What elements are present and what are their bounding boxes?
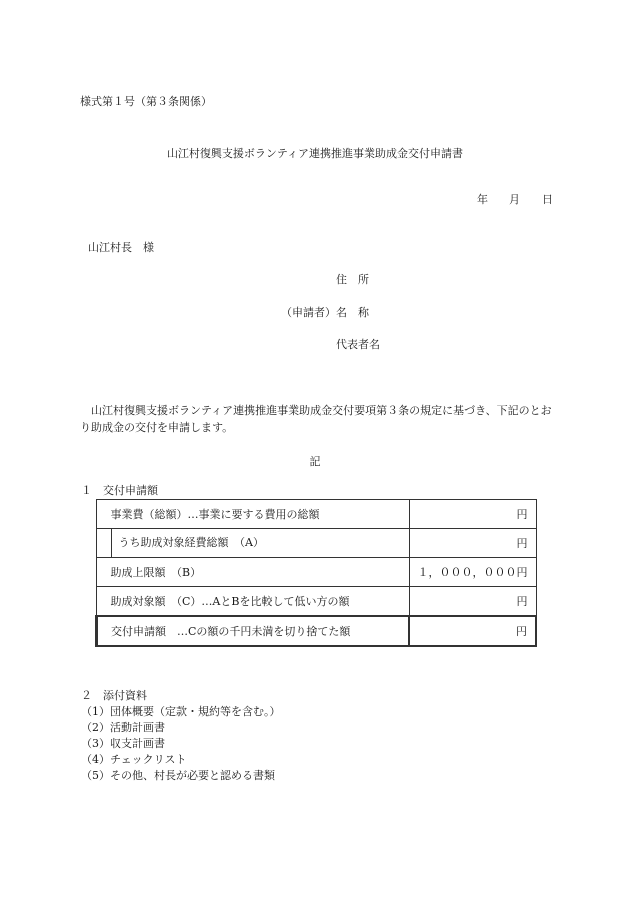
table-row (96, 587, 536, 617)
row-label: 交付申請額 …Cの額の千円未満を切り捨てた額 (96, 616, 409, 646)
section1-heading: １ 交付申請額 (81, 484, 158, 497)
row-label: 助成上限額 （B） (96, 558, 409, 587)
row-value: 円 (409, 500, 536, 529)
table-row (96, 558, 536, 587)
table-row (96, 500, 536, 529)
attachment-item: （3）収支計画書 (81, 737, 165, 750)
row-label: 事業費（総額）…事業に要する費用の総額 (96, 500, 409, 529)
applicant-label: （申請者） (281, 306, 336, 319)
section2-heading: ２ 添付資料 (81, 689, 147, 702)
row-label: うち助成対象経費総額 （A） (111, 529, 409, 557)
row-value: １，０００，０００円 (409, 558, 536, 587)
row-value: 円 (409, 529, 536, 558)
representative-label: 代表者名 (336, 338, 380, 351)
document-title: 山江村復興支援ボランティア連携推進事業助成金交付申請書 (166, 147, 464, 160)
address-label: 住 所 (336, 273, 369, 286)
amounts-table (95, 499, 537, 647)
row-value: 円 (409, 587, 536, 617)
table-row (96, 616, 536, 646)
addressee: 山江村長 様 (88, 241, 154, 254)
row-label: 助成対象額 （C）…AとBを比較して低い方の額 (96, 587, 409, 617)
table-row (96, 529, 536, 558)
row-label-cell (96, 529, 409, 558)
attachment-item: （4）チェックリスト (81, 753, 187, 766)
ki-heading: 記 (309, 455, 321, 468)
attachment-item: （1）団体概要（定款・規約等を含む。） (81, 705, 281, 718)
attachment-item: （5）その他、村長が必要と認める書類 (81, 769, 275, 782)
attachment-item: （2）活動計画書 (81, 721, 165, 734)
date-year-label: 年 (477, 193, 488, 206)
form-number: 様式第１号（第３条関係） (80, 95, 212, 108)
name-label: 名 称 (336, 306, 369, 319)
date-month-label: 月 (509, 193, 520, 206)
date-day-label: 日 (542, 193, 553, 206)
body-text: 山江村復興支援ボランティア連携推進事業助成金交付要項第３条の規定に基づき、下記のとおり助成金の交付を申請します。 (80, 404, 552, 434)
row-value: 円 (409, 616, 536, 646)
